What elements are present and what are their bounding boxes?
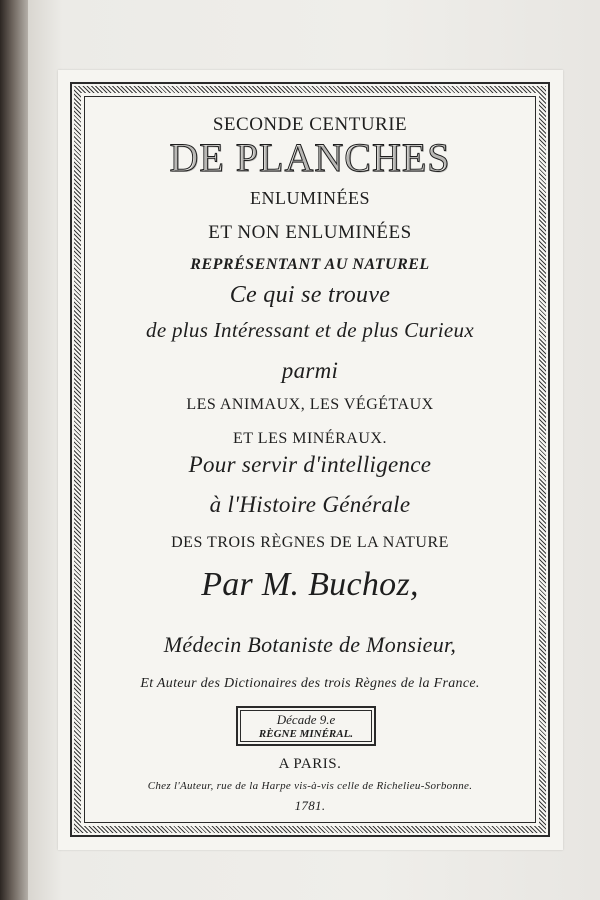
text-ce-qui-se-trouve: Ce qui se trouve	[229, 282, 391, 308]
decade-label: Décade 9.e	[276, 712, 336, 727]
text-parmi: parmi	[281, 358, 339, 383]
imprint-city: A PARIS.	[278, 756, 342, 772]
imprint-address: Chez l'Auteur, rue de la Harpe vis-à-vis celle de Richelieu-Sorbonne.	[147, 780, 473, 792]
book-spine-shadow	[0, 0, 30, 900]
text-trois-regnes: DES TROIS RÈGNES DE LA NATURE	[171, 534, 449, 551]
author-title: Médecin Botaniste de Monsieur,	[163, 632, 457, 657]
heading-representant: REPRÉSENTANT AU NATUREL	[190, 256, 430, 273]
heading-non-enluminees: ET NON ENLUMINÉES	[208, 222, 412, 243]
heading-de-planches: DE PLANCHES	[169, 135, 451, 180]
text-pour-servir: Pour servir d'intelligence	[188, 452, 432, 477]
text-animaux-vegetaux: LES ANIMAUX, LES VÉGÉTAUX	[186, 396, 434, 413]
text-histoire-generale: à l'Histoire Générale	[209, 492, 411, 517]
title-page-text	[84, 96, 536, 823]
text-mineraux: ET LES MINÉRAUX.	[233, 430, 387, 447]
decade-cartouche	[236, 706, 376, 746]
regne-label: RÈGNE MINÉRAL.	[258, 728, 354, 740]
heading-enluminees: ENLUMINÉES	[250, 188, 370, 208]
heading-seconde-centurie: SECONDE CENTURIE	[212, 114, 408, 135]
author-name: Par M. Buchoz,	[201, 566, 419, 603]
text-interessant-curieux: de plus Intéressant et de plus Curieux	[146, 318, 474, 342]
author-works: Et Auteur des Dictionaires des trois Règnes de la France.	[140, 676, 480, 691]
imprint-year: 1781.	[294, 798, 326, 813]
